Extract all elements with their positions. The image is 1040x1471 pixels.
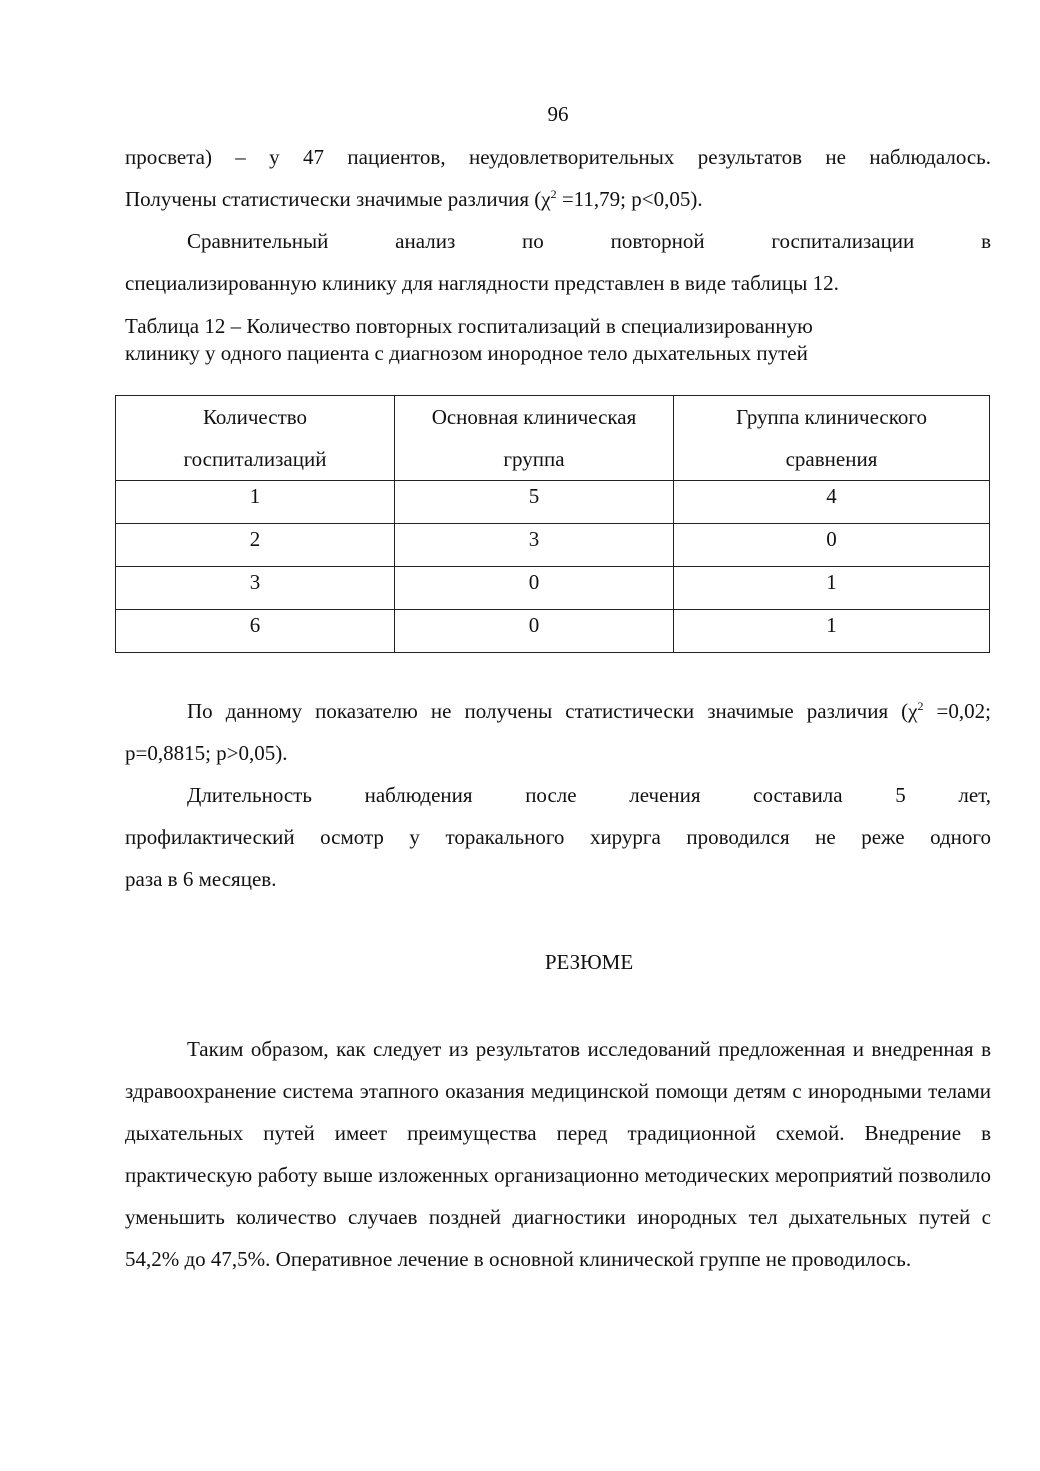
table-cell: 6: [116, 610, 395, 653]
paragraph-results: [125, 136, 991, 220]
table-cell: 1: [674, 567, 990, 610]
caption-line: Таблица 12 – Количество повторных госпитализаций в специализированную: [125, 314, 813, 338]
text-fragment: Получены статистически значимые различия (χ: [125, 187, 551, 211]
header-line: сравнения: [785, 447, 878, 471]
table-header-row: [116, 396, 990, 481]
table-caption: [125, 313, 991, 367]
table-cell: 1: [116, 481, 395, 524]
table-cell: 0: [395, 610, 674, 653]
header-line: Основная клиническая: [431, 405, 637, 429]
paragraph-line: специализированную клинику для наглядности представлен в виде таблицы 12.: [125, 271, 839, 295]
table-row: [116, 610, 990, 653]
paragraph-line: раза в 6 месяцев.: [125, 867, 277, 891]
text-fragment: =11,79; p<0,05).: [556, 187, 703, 211]
paragraph-text: [125, 690, 991, 774]
paragraph-line: профилактический осмотр у торакального хирурга проводился не реже одного: [125, 825, 991, 849]
superscript: 2: [550, 187, 557, 201]
paragraph-followup: [125, 774, 991, 900]
header-cell-main-group: [395, 396, 674, 481]
paragraph-line: Длительность наблюдения после лечения составила 5 лет,: [187, 783, 991, 807]
paragraph-no-difference: [125, 690, 991, 774]
text-fragment: =0,02; p=0,8815; p>0,05).: [125, 699, 991, 765]
table-row: [116, 481, 990, 524]
table-cell: 0: [674, 524, 990, 567]
paragraph-summary: [125, 1028, 991, 1280]
header-line: Количество: [202, 405, 308, 429]
paragraph-line: Сравнительный анализ по повторной госпитализации в: [187, 229, 991, 253]
paragraph-line: просвета) – у 47 пациентов, неудовлетворительных результатов не наблюдалось.: [125, 145, 991, 169]
table-row: [116, 524, 990, 567]
table-cell: 3: [395, 524, 674, 567]
table-cell: 0: [395, 567, 674, 610]
paragraph-comparison: [125, 220, 991, 304]
table-row: [116, 567, 990, 610]
text-fragment: По данному показателю не получены статистически значимые различия (χ: [187, 699, 918, 723]
table-cell: 4: [674, 481, 990, 524]
header-line: группа: [503, 447, 565, 471]
table-cell: 2: [116, 524, 395, 567]
header-cell-comparison-group: [674, 396, 990, 481]
header-line: Группа клинического: [736, 405, 927, 429]
table-cell: 5: [395, 481, 674, 524]
paragraph-line: [125, 178, 991, 220]
superscript: 2: [917, 699, 924, 713]
caption-line: клинику у одного пациента с диагнозом инородное тело дыхательных путей: [125, 341, 808, 365]
section-heading: РЕЗЮМЕ: [544, 950, 634, 974]
table-cell: 1: [674, 610, 990, 653]
header-line: госпитализаций: [183, 447, 327, 471]
page-number: 96: [547, 102, 569, 126]
paragraph-text: Таким образом, как следует из результатов исследований предложенная и внедренная в здравоохранение система этапного оказания медицинской помощи детям с инородными телами дыхательных путей имеет преимущества перед традиционной схемой. Внедрение в практическую работу выше изложенных организационно методических мероприятий позволило уменьшить количество случаев поздней диагностики инородных тел дыхательных путей с 54,2% до 47,5%. Оперативное лечение в основной клинической группе не проводилось.: [125, 1037, 991, 1271]
table-cell: 3: [116, 567, 395, 610]
header-cell-count: [116, 396, 395, 481]
hospitalization-table: [115, 395, 990, 653]
